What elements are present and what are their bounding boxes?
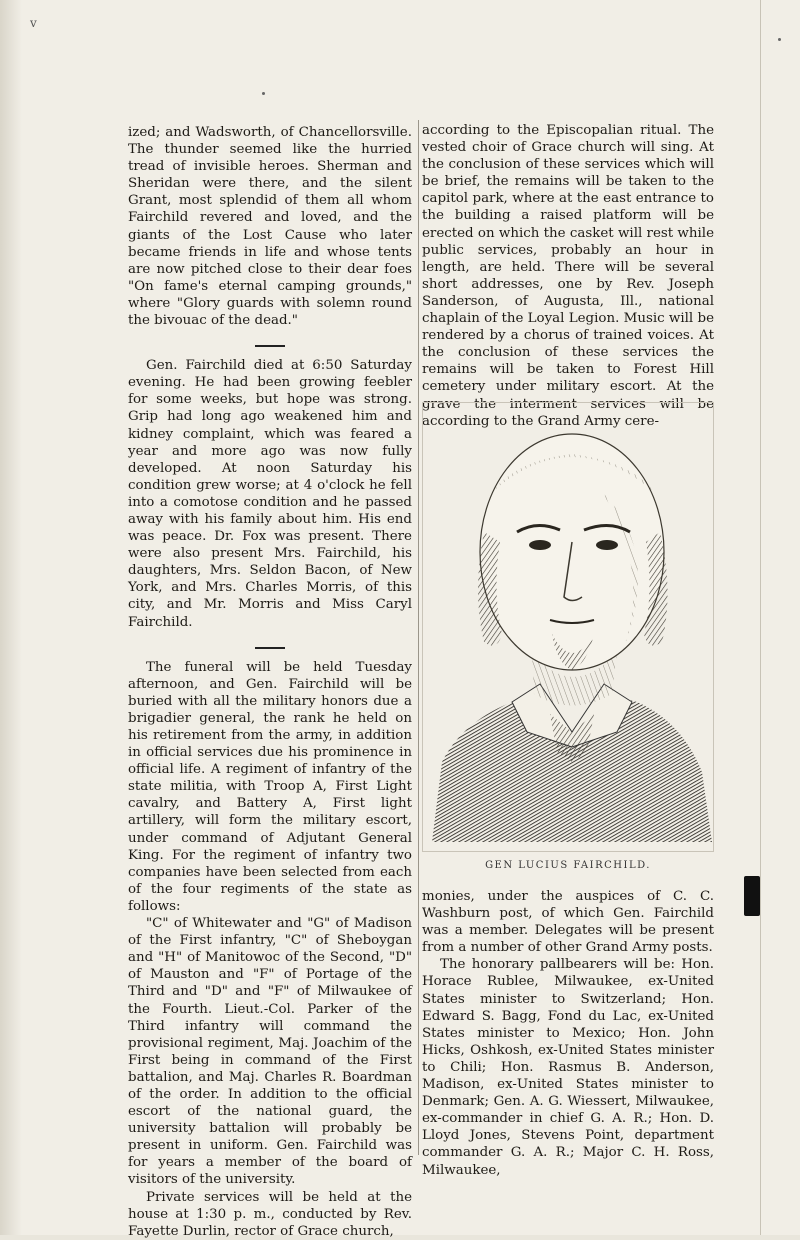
right-column-bottom <box>422 888 714 1179</box>
article-paragraph: according to the Episcopalian ritual. The vested choir of Grace church will sing. At the conclusion of these services which will be brief, the remains will be taken to the capitol park, where at the east entrance to the building a raised platform will be erected on which the casket will rest while public services, probably an hour in length, are held. There will be several short addresses, one by Rev. Joseph Sanderson, of Augusta, Ill., national chaplain of the Loyal Legion. Music will be rendered by a chorus of trained voices. At the conclusion of these services the remains will be taken to Forest Hill cemetery under military escort. At the grave the interment services will be according to the Grand Army cere- <box>422 123 714 429</box>
ink-blot <box>744 876 760 916</box>
portrait-caption: GEN LUCIUS FAIRCHILD. <box>485 860 651 871</box>
article-paragraph: The funeral will be held Tuesday afternoon, and Gen. Fairchild will be buried with all the military honors due a brigadier general, the rank he held on his retirement from the army, in addition in official services due his prominence in official life. A regiment of infantry of the state militia, with Troop A, First Light cavalry, and Battery A, First light artillery, will form the military escort, under command of Adjutant General King. For the regiment of infantry two companies have been selected from each of the four regiments of the state as follows: <box>128 659 412 914</box>
article-paragraph: monies, under the auspices of C. C. Washburn post, of which Gen. Fairchild was a member. Delegates will be present from a number of other Grand Army posts. <box>422 889 714 956</box>
section-rule <box>255 345 285 347</box>
column-divider <box>418 120 419 1155</box>
article-paragraph: Private services will be held at the house at 1:30 p. m., conducted by Rev. Fayette Durlin, rector of Grace church, <box>128 1189 412 1239</box>
section-rule <box>255 647 285 649</box>
article-paragraph: "C" of Whitewater and "G" of Madison of the First infantry, "C" of Sheboygan and "H" of Manitowoc of the Second, "D" of Mauston and "F" of Portage of the Third and "D" and "F" of Milwaukee of the Fourth. Lieut.-Col. Parker of the Third infantry will command the provisional regiment, Maj. Joachim of the First being in command of the First battalion, and Maj. Charles R. Boardman of the order. In addition to the official escort of the national guard, the university battalion will probably be present in uniform. Gen. Fairchild was for years a member of the board of visitors of the university. <box>128 916 412 1188</box>
page-edge-shadow <box>0 0 22 1235</box>
fold-line <box>760 0 761 1235</box>
article-paragraph: The honorary pallbearers will be: Hon. Horace Rublee, Milwaukee, ex-United States minister to Switzerland; Hon. Edward S. Bagg, Fond du Lac, ex-United States minister to Mexico; Hon. John Hicks, Oshkosh, ex-United States minister to Chili; Hon. Rasmus B. Anderson, Madison, ex-United States minister to Denmark; Gen. A. G. Wiessert, Milwaukee, ex-commander in chief G. A. R.; Hon. D. Lloyd Jones, Stevens Point, department commander G. A. R.; Major C. H. Ross, Milwaukee, <box>422 957 714 1178</box>
corner-mark: v <box>30 16 37 30</box>
ink-speck <box>778 38 781 41</box>
article-paragraph: ized; and Wadsworth, of Chancellorsville. The thunder seemed like the hurried tread of invisible heroes. Sherman and Sheridan were there, and the silent Grant, most splendid of them all whom Fairchild revered and loved, and the giants of the Lost Cause who later became friends in life and whose tents are now pitched close to their dear foes "On fame's eternal camping grounds," where "Glory guards with solemn round the bivouac of the dead." <box>128 125 412 329</box>
ink-speck <box>262 92 265 95</box>
right-column-top <box>422 122 714 430</box>
left-column <box>128 124 412 1240</box>
portrait-illustration <box>422 402 714 852</box>
article-paragraph: Gen. Fairchild died at 6:50 Saturday evening. He had been growing feebler for some weeks, but hope was strong. Grip had long ago weakened him and kidney complaint, which was feared a year and more ago was now fully developed. At noon Saturday his condition grew worse; at 4 o'clock he fell into a comotose condition and he passed away with his family about him. His end was peace. Dr. Fox was present. There were also present Mrs. Fairchild, his daughters, Mrs. Seldon Bacon, of New York, and Mrs. Charles Morris, of this city, and Mr. Morris and Miss Caryl Fairchild. <box>128 358 412 630</box>
portrait-engraving <box>422 402 714 882</box>
